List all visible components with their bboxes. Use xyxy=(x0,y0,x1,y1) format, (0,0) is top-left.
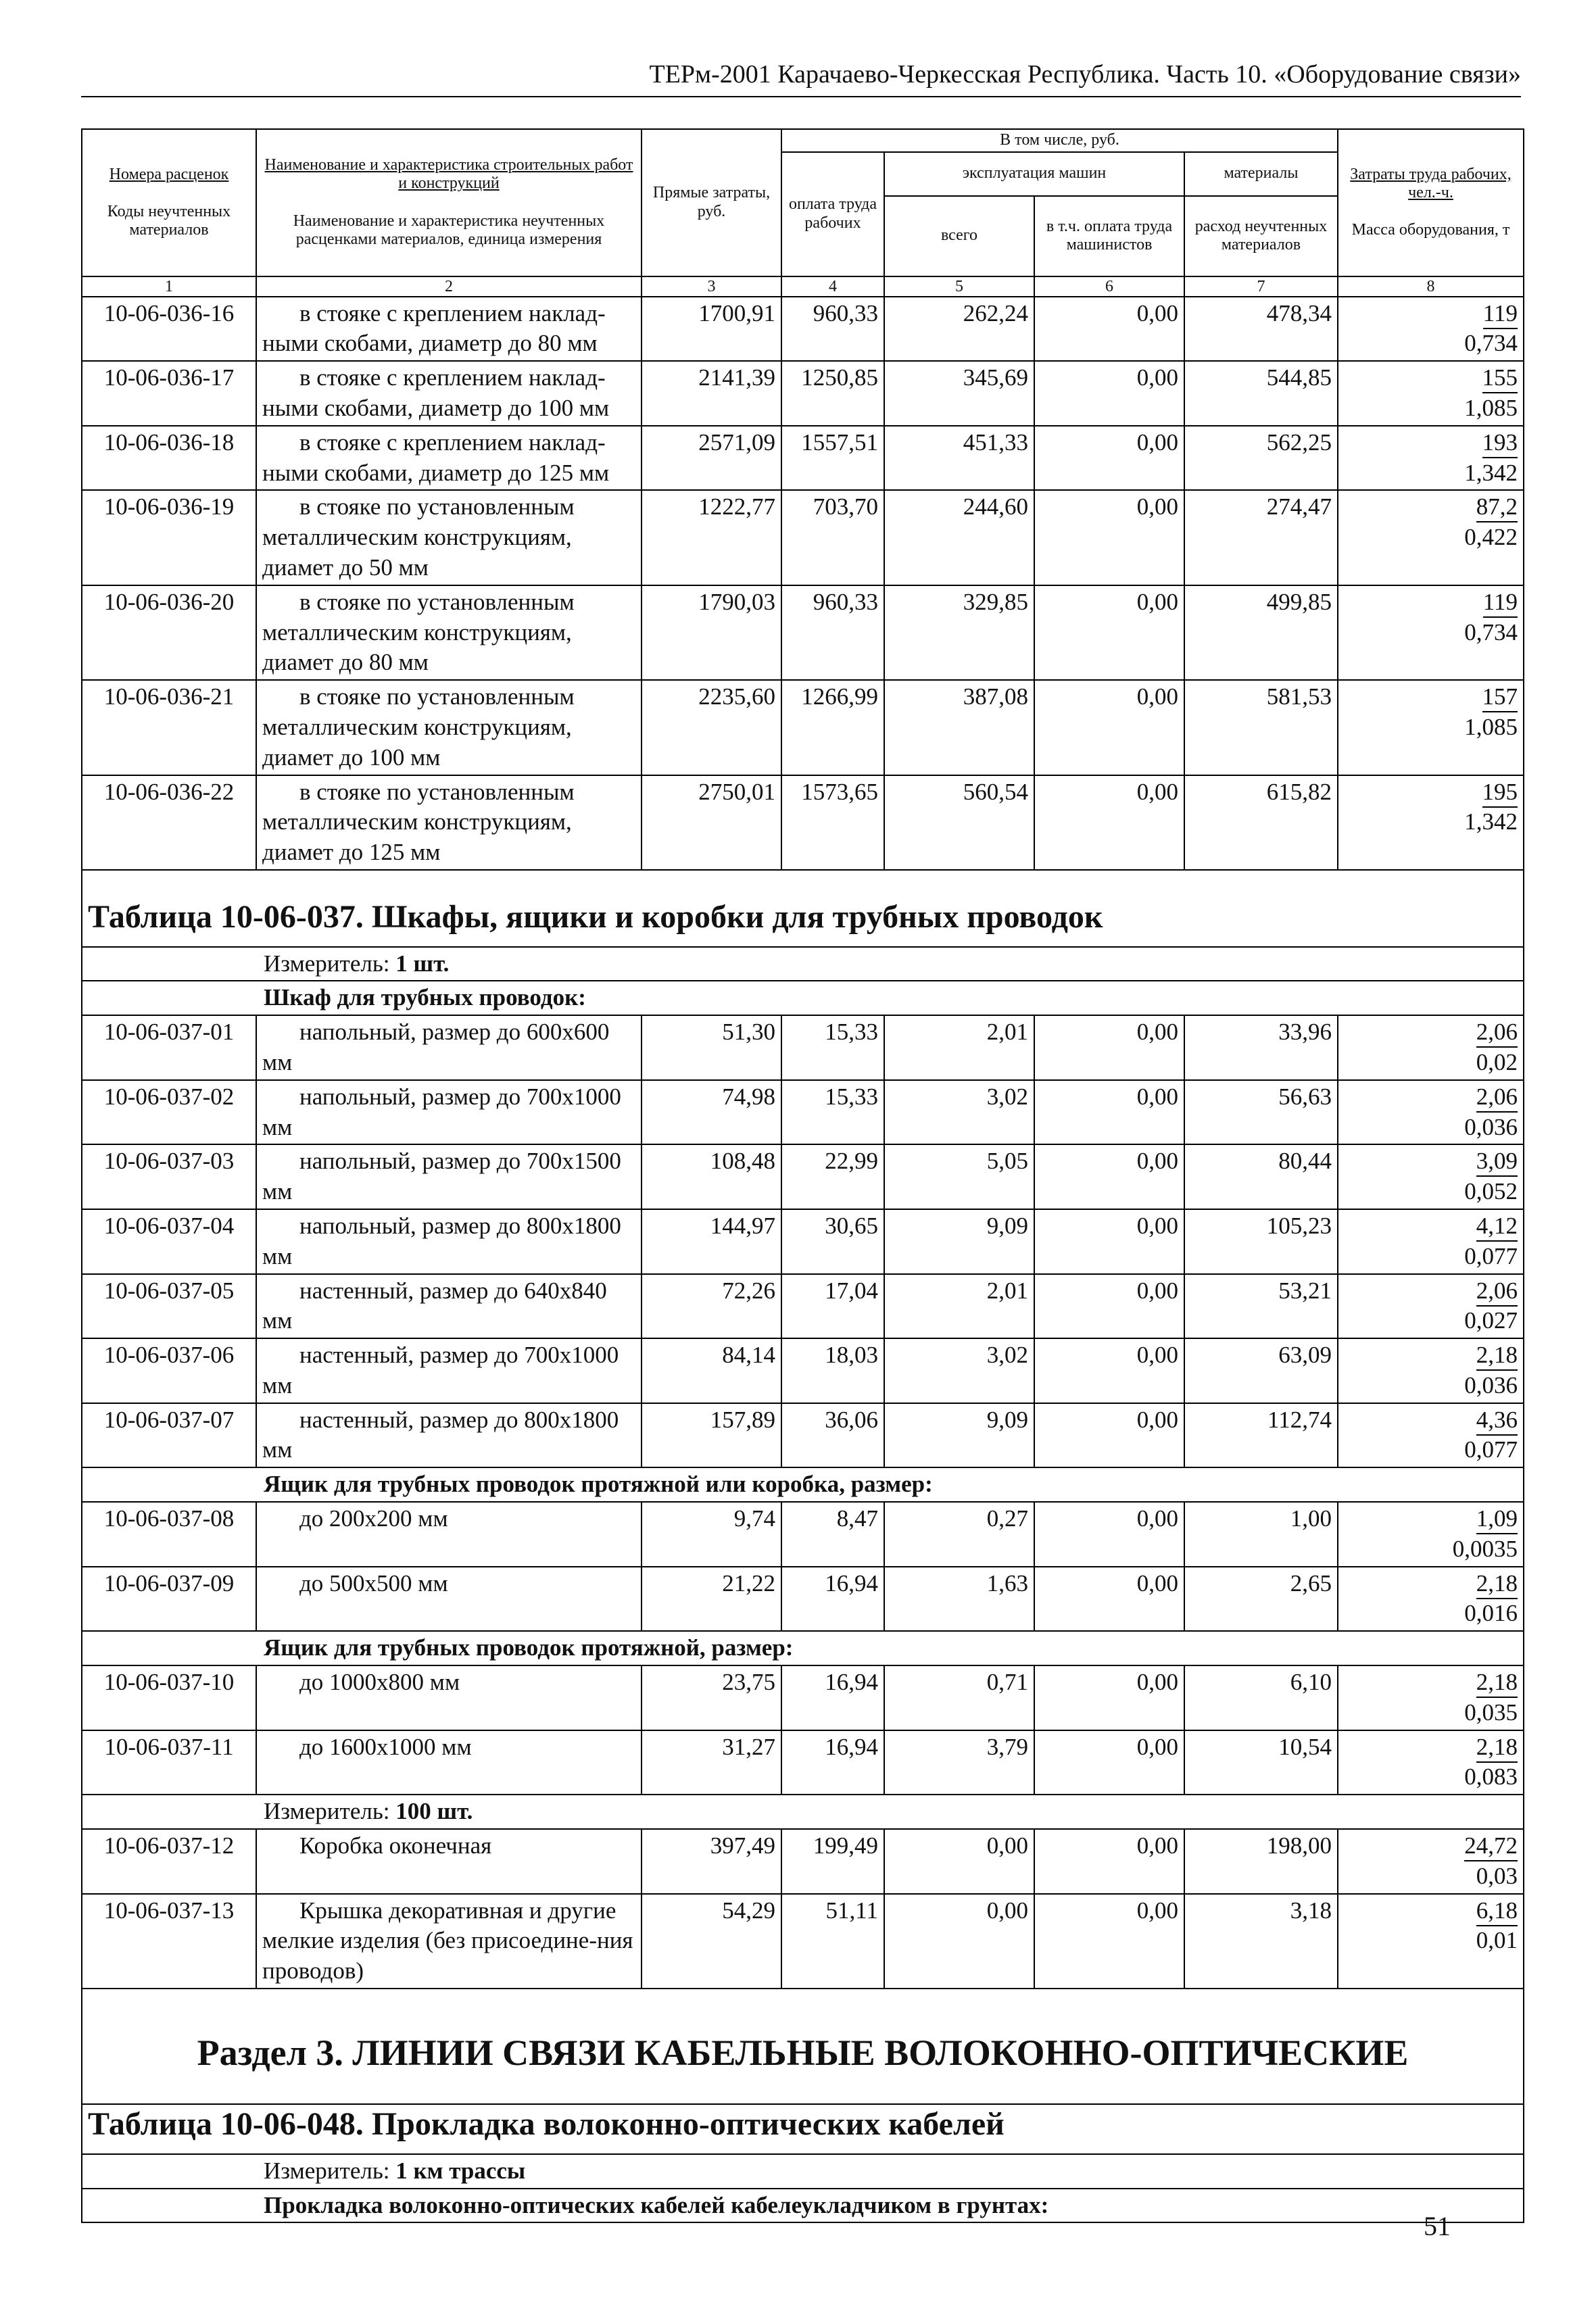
equipment-mass: 1,342 xyxy=(1464,459,1518,486)
rate-code: 10-06-036-16 xyxy=(82,297,256,362)
machinist-pay: 0,00 xyxy=(1034,1015,1184,1080)
labor-hours: 155 xyxy=(1482,364,1518,393)
labor-hours: 2,06 xyxy=(1476,1083,1518,1113)
materials-cost: 56,63 xyxy=(1184,1080,1338,1145)
machinist-pay: 0,00 xyxy=(1034,1502,1184,1567)
labor-and-mass xyxy=(1338,1274,1524,1339)
rate-code: 10-06-037-06 xyxy=(82,1338,256,1403)
labor-hours: 87,2 xyxy=(1476,493,1518,522)
table-row xyxy=(82,680,1524,775)
direct-cost: 84,14 xyxy=(642,1338,781,1403)
equipment-mass: 0,734 xyxy=(1464,618,1518,645)
table-row xyxy=(82,1144,1524,1209)
work-description: в стояке по установленным металлическим конструкциям, диамет до 100 мм xyxy=(256,680,642,775)
machine-cost: 1,63 xyxy=(884,1567,1034,1632)
rows-036 xyxy=(82,297,1524,870)
machinist-pay: 0,00 xyxy=(1034,1894,1184,1989)
labor-hours: 157 xyxy=(1482,683,1518,712)
table-row xyxy=(82,1080,1524,1145)
col-labor-pay-header: оплата труда рабочих xyxy=(781,152,884,276)
rate-code: 10-06-036-21 xyxy=(82,680,256,775)
rate-code: 10-06-036-17 xyxy=(82,361,256,426)
labor-pay: 16,94 xyxy=(781,1567,884,1632)
column-number: 7 xyxy=(1184,276,1338,297)
labor-and-mass xyxy=(1338,1502,1524,1567)
col-incl-header: В том числе, руб. xyxy=(781,129,1338,152)
machinist-pay: 0,00 xyxy=(1034,1338,1184,1403)
rate-code: 10-06-037-03 xyxy=(82,1144,256,1209)
work-description: Коробка оконечная xyxy=(256,1829,642,1894)
machine-cost: 0,27 xyxy=(884,1502,1034,1567)
labor-hours: 2,06 xyxy=(1476,1277,1518,1307)
machine-cost: 329,85 xyxy=(884,585,1034,680)
labor-and-mass xyxy=(1338,426,1524,491)
col-code-header: Номера расценок Коды неучтенных материалов xyxy=(82,129,256,276)
machine-cost: 0,71 xyxy=(884,1665,1034,1730)
work-description: напольный, размер до 700х1000 мм xyxy=(256,1080,642,1145)
table-037-meter: Измеритель: 1 шт. xyxy=(82,947,1524,981)
labor-pay: 18,03 xyxy=(781,1338,884,1403)
materials-cost: 581,53 xyxy=(1184,680,1338,775)
rows-037-group4 xyxy=(82,1829,1524,1989)
materials-cost: 2,65 xyxy=(1184,1567,1338,1632)
rate-code: 10-06-037-12 xyxy=(82,1829,256,1894)
equipment-mass: 0,734 xyxy=(1464,330,1518,357)
direct-cost: 1790,03 xyxy=(642,585,781,680)
equipment-mass: 0,052 xyxy=(1464,1178,1518,1205)
col-direct-header: Прямые затраты, руб. xyxy=(642,129,781,276)
materials-cost: 63,09 xyxy=(1184,1338,1338,1403)
table-row xyxy=(82,361,1524,426)
machine-cost: 0,00 xyxy=(884,1829,1034,1894)
equipment-mass: 0,083 xyxy=(1464,1763,1518,1790)
labor-pay: 17,04 xyxy=(781,1274,884,1339)
column-number: 6 xyxy=(1034,276,1184,297)
table-row xyxy=(82,1015,1524,1080)
machinist-pay: 0,00 xyxy=(1034,1730,1184,1795)
rate-code: 10-06-037-01 xyxy=(82,1015,256,1080)
table-row xyxy=(82,1274,1524,1339)
materials-cost: 33,96 xyxy=(1184,1015,1338,1080)
machinist-pay: 0,00 xyxy=(1034,680,1184,775)
labor-and-mass xyxy=(1338,1665,1524,1730)
materials-cost: 544,85 xyxy=(1184,361,1338,426)
direct-cost: 74,98 xyxy=(642,1080,781,1145)
machinist-pay: 0,00 xyxy=(1034,297,1184,362)
labor-hours: 193 xyxy=(1482,429,1518,458)
column-number: 1 xyxy=(82,276,256,297)
machine-cost: 2,01 xyxy=(884,1015,1034,1080)
table-row xyxy=(82,490,1524,585)
machine-cost: 3,02 xyxy=(884,1338,1034,1403)
table-header xyxy=(82,129,1524,297)
machinist-pay: 0,00 xyxy=(1034,426,1184,491)
table-row xyxy=(82,1403,1524,1468)
direct-cost: 54,29 xyxy=(642,1894,781,1989)
materials-cost: 6,10 xyxy=(1184,1665,1338,1730)
machine-cost: 3,02 xyxy=(884,1080,1034,1145)
labor-hours: 119 xyxy=(1483,589,1518,618)
labor-pay: 960,33 xyxy=(781,585,884,680)
equipment-mass: 1,342 xyxy=(1464,808,1518,835)
work-description: напольный, размер до 800х1800 мм xyxy=(256,1209,642,1274)
labor-pay: 960,33 xyxy=(781,297,884,362)
rate-code: 10-06-037-11 xyxy=(82,1730,256,1795)
rate-code: 10-06-037-10 xyxy=(82,1665,256,1730)
direct-cost: 144,97 xyxy=(642,1209,781,1274)
rows-037-group2 xyxy=(82,1502,1524,1631)
equipment-mass: 1,085 xyxy=(1464,394,1518,421)
equipment-mass: 1,085 xyxy=(1464,713,1518,740)
labor-hours: 119 xyxy=(1483,300,1518,329)
machine-cost: 345,69 xyxy=(884,361,1034,426)
materials-cost: 80,44 xyxy=(1184,1144,1338,1209)
labor-hours: 2,18 xyxy=(1476,1734,1518,1763)
work-description: в стояке с креплением наклад-ными скобами, диаметр до 80 мм xyxy=(256,297,642,362)
rate-code: 10-06-037-05 xyxy=(82,1274,256,1339)
direct-cost: 1222,77 xyxy=(642,490,781,585)
labor-hours: 2,18 xyxy=(1476,1570,1518,1599)
col-materials-sub-header: расход неучтенных материалов xyxy=(1184,196,1338,276)
machinist-pay: 0,00 xyxy=(1034,1403,1184,1468)
labor-pay: 1250,85 xyxy=(781,361,884,426)
materials-cost: 1,00 xyxy=(1184,1502,1338,1567)
machinist-pay: 0,00 xyxy=(1034,1665,1184,1730)
col-labor-header: Затраты труда рабочих, чел.-ч. Масса оборудования, т xyxy=(1338,129,1524,276)
table-row xyxy=(82,426,1524,491)
labor-and-mass xyxy=(1338,1567,1524,1632)
rate-code: 10-06-037-04 xyxy=(82,1209,256,1274)
work-description: напольный, размер до 600х600 мм xyxy=(256,1015,642,1080)
labor-pay: 703,70 xyxy=(781,490,884,585)
materials-cost: 562,25 xyxy=(1184,426,1338,491)
equipment-mass: 0,036 xyxy=(1464,1371,1518,1398)
materials-cost: 105,23 xyxy=(1184,1209,1338,1274)
col-materials-header: материалы xyxy=(1184,152,1338,196)
machinist-pay: 0,00 xyxy=(1034,1829,1184,1894)
labor-hours: 4,12 xyxy=(1476,1213,1518,1242)
direct-cost: 31,27 xyxy=(642,1730,781,1795)
work-description: до 500х500 мм xyxy=(256,1567,642,1632)
direct-cost: 157,89 xyxy=(642,1403,781,1468)
work-description: до 1000х800 мм xyxy=(256,1665,642,1730)
table-row xyxy=(82,1665,1524,1730)
page-number: 51 xyxy=(1424,2211,1451,2241)
work-description: в стояке с креплением наклад-ными скобами, диаметр до 100 мм xyxy=(256,361,642,426)
work-description: до 1600х1000 мм xyxy=(256,1730,642,1795)
direct-cost: 108,48 xyxy=(642,1144,781,1209)
labor-pay: 1266,99 xyxy=(781,680,884,775)
labor-hours: 2,18 xyxy=(1476,1669,1518,1698)
col-name-header: Наименование и характеристика строительных работ и конструкций Наименование и характеристика неучтенных расценками материалов, единица измерения xyxy=(256,129,642,276)
labor-hours: 4,36 xyxy=(1476,1407,1518,1436)
group-heading: Ящик для трубных проводок протяжной, размер: xyxy=(82,1631,1524,1665)
table-row xyxy=(82,1829,1524,1894)
table-048-meter: Измеритель: 1 км трассы xyxy=(82,2154,1524,2189)
rate-code: 10-06-036-22 xyxy=(82,775,256,870)
machine-cost: 560,54 xyxy=(884,775,1034,870)
machinist-pay: 0,00 xyxy=(1034,490,1184,585)
machinist-pay: 0,00 xyxy=(1034,1567,1184,1632)
column-numbers-row xyxy=(82,276,1524,297)
direct-cost: 21,22 xyxy=(642,1567,781,1632)
table-row xyxy=(82,1730,1524,1795)
work-description: в стояке по установленным металлическим конструкциям, диамет до 125 мм xyxy=(256,775,642,870)
labor-hours: 2,06 xyxy=(1476,1019,1518,1048)
section-3 xyxy=(82,1989,1524,2222)
rate-code: 10-06-037-08 xyxy=(82,1502,256,1567)
direct-cost: 23,75 xyxy=(642,1665,781,1730)
table-row xyxy=(82,775,1524,870)
col-expl-total-header: всего xyxy=(884,196,1034,276)
labor-pay: 1573,65 xyxy=(781,775,884,870)
table-row xyxy=(82,297,1524,362)
labor-and-mass xyxy=(1338,1403,1524,1468)
page-header: ТЕРм-2001 Карачаево-Черкесская Республика. Часть 10. «Оборудование связи» xyxy=(81,59,1521,97)
labor-and-mass xyxy=(1338,775,1524,870)
direct-cost: 9,74 xyxy=(642,1502,781,1567)
equipment-mass: 0,422 xyxy=(1464,524,1518,551)
rate-code: 10-06-037-02 xyxy=(82,1080,256,1145)
rate-code: 10-06-037-09 xyxy=(82,1567,256,1632)
rate-code: 10-06-037-07 xyxy=(82,1403,256,1468)
machinist-pay: 0,00 xyxy=(1034,1274,1184,1339)
labor-pay: 15,33 xyxy=(781,1015,884,1080)
materials-cost: 499,85 xyxy=(1184,585,1338,680)
column-number: 8 xyxy=(1338,276,1524,297)
materials-cost: 274,47 xyxy=(1184,490,1338,585)
work-description: напольный, размер до 700х1500 мм xyxy=(256,1144,642,1209)
equipment-mass: 0,02 xyxy=(1476,1048,1518,1075)
machine-cost: 9,09 xyxy=(884,1403,1034,1468)
column-number: 3 xyxy=(642,276,781,297)
labor-and-mass xyxy=(1338,1829,1524,1894)
equipment-mass: 0,0035 xyxy=(1452,1535,1518,1562)
materials-cost: 615,82 xyxy=(1184,775,1338,870)
group-heading: Ящик для трубных проводок протяжной или коробка, размер: xyxy=(82,1467,1524,1502)
labor-hours: 6,18 xyxy=(1476,1897,1518,1926)
labor-and-mass xyxy=(1338,585,1524,680)
labor-and-mass xyxy=(1338,1015,1524,1080)
materials-cost: 53,21 xyxy=(1184,1274,1338,1339)
column-number: 5 xyxy=(884,276,1034,297)
direct-cost: 2235,60 xyxy=(642,680,781,775)
table-037-title: Таблица 10-06-037. Шкафы, ящики и коробки для трубных проводок xyxy=(82,870,1524,947)
table-048-title: Таблица 10-06-048. Прокладка волоконно-оптических кабелей xyxy=(82,2104,1524,2154)
rates-table xyxy=(81,128,1524,2223)
table-037-meter-2: Измеритель: 100 шт. xyxy=(82,1795,1524,1829)
table-row xyxy=(82,585,1524,680)
labor-and-mass xyxy=(1338,1894,1524,1989)
direct-cost: 51,30 xyxy=(642,1015,781,1080)
labor-hours: 3,09 xyxy=(1476,1148,1518,1177)
labor-hours: 2,18 xyxy=(1476,1342,1518,1371)
machine-cost: 262,24 xyxy=(884,297,1034,362)
column-number: 2 xyxy=(256,276,642,297)
work-description: в стояке по установленным металлическим конструкциям, диамет до 50 мм xyxy=(256,490,642,585)
labor-pay: 1557,51 xyxy=(781,426,884,491)
machinist-pay: 0,00 xyxy=(1034,1144,1184,1209)
machine-cost: 387,08 xyxy=(884,680,1034,775)
materials-cost: 10,54 xyxy=(1184,1730,1338,1795)
equipment-mass: 0,036 xyxy=(1464,1113,1518,1140)
work-description: настенный, размер до 700х1000 мм xyxy=(256,1338,642,1403)
direct-cost: 2141,39 xyxy=(642,361,781,426)
table-row xyxy=(82,1209,1524,1274)
machinist-pay: 0,00 xyxy=(1034,775,1184,870)
direct-cost: 72,26 xyxy=(642,1274,781,1339)
labor-and-mass xyxy=(1338,297,1524,362)
labor-and-mass xyxy=(1338,490,1524,585)
rows-037-group1 xyxy=(82,1015,1524,1467)
labor-pay: 30,65 xyxy=(781,1209,884,1274)
labor-pay: 51,11 xyxy=(781,1894,884,1989)
column-number: 4 xyxy=(781,276,884,297)
materials-cost: 198,00 xyxy=(1184,1829,1338,1894)
direct-cost: 2571,09 xyxy=(642,426,781,491)
materials-cost: 478,34 xyxy=(1184,297,1338,362)
labor-hours: 24,72 xyxy=(1464,1832,1518,1861)
equipment-mass: 0,03 xyxy=(1476,1862,1518,1889)
rate-code: 10-06-037-13 xyxy=(82,1894,256,1989)
labor-pay: 15,33 xyxy=(781,1080,884,1145)
equipment-mass: 0,016 xyxy=(1464,1600,1518,1627)
materials-cost: 112,74 xyxy=(1184,1403,1338,1468)
labor-pay: 16,94 xyxy=(781,1665,884,1730)
machine-cost: 451,33 xyxy=(884,426,1034,491)
machine-cost: 3,79 xyxy=(884,1730,1034,1795)
labor-hours: 195 xyxy=(1482,779,1518,808)
col-expl-incl-header: в т.ч. оплата труда машинистов xyxy=(1034,196,1184,276)
direct-cost: 2750,01 xyxy=(642,775,781,870)
direct-cost: 1700,91 xyxy=(642,297,781,362)
table-row xyxy=(82,1338,1524,1403)
table-row xyxy=(82,1567,1524,1632)
machine-cost: 2,01 xyxy=(884,1274,1034,1339)
equipment-mass: 0,027 xyxy=(1464,1307,1518,1334)
rate-code: 10-06-036-19 xyxy=(82,490,256,585)
group-heading: Шкаф для трубных проводок: xyxy=(82,981,1524,1015)
equipment-mass: 0,077 xyxy=(1464,1242,1518,1269)
group-heading: Прокладка волоконно-оптических кабелей кабелеукладчиком в грунтах: xyxy=(82,2189,1524,2223)
rows-037-group3 xyxy=(82,1665,1524,1795)
table-037 xyxy=(82,870,1524,1015)
rate-code: 10-06-036-20 xyxy=(82,585,256,680)
machinist-pay: 0,00 xyxy=(1034,1209,1184,1274)
labor-and-mass xyxy=(1338,361,1524,426)
work-description: до 200х200 мм xyxy=(256,1502,642,1567)
machine-cost: 5,05 xyxy=(884,1144,1034,1209)
table-row xyxy=(82,1502,1524,1567)
machine-cost: 0,00 xyxy=(884,1894,1034,1989)
table-row xyxy=(82,1894,1524,1989)
section-title: Раздел 3. ЛИНИИ СВЯЗИ КАБЕЛЬНЫЕ ВОЛОКОННО-ОПТИЧЕСКИЕ xyxy=(82,1989,1524,2104)
labor-and-mass xyxy=(1338,1209,1524,1274)
work-description: настенный, размер до 640х840 мм xyxy=(256,1274,642,1339)
work-description: Крышка декоративная и другие мелкие изделия (без присоедине-ния проводов) xyxy=(256,1894,642,1989)
machinist-pay: 0,00 xyxy=(1034,361,1184,426)
equipment-mass: 0,077 xyxy=(1464,1436,1518,1463)
work-description: в стояке по установленным металлическим конструкциям, диамет до 80 мм xyxy=(256,585,642,680)
labor-and-mass xyxy=(1338,680,1524,775)
labor-pay: 16,94 xyxy=(781,1730,884,1795)
labor-pay: 8,47 xyxy=(781,1502,884,1567)
work-description: настенный, размер до 800х1800 мм xyxy=(256,1403,642,1468)
machine-cost: 244,60 xyxy=(884,490,1034,585)
col-exploitation-header: эксплуатация машин xyxy=(884,152,1184,196)
machinist-pay: 0,00 xyxy=(1034,585,1184,680)
equipment-mass: 0,01 xyxy=(1476,1927,1518,1954)
materials-cost: 3,18 xyxy=(1184,1894,1338,1989)
labor-pay: 199,49 xyxy=(781,1829,884,1894)
direct-cost: 397,49 xyxy=(642,1829,781,1894)
equipment-mass: 0,035 xyxy=(1464,1699,1518,1726)
labor-and-mass xyxy=(1338,1080,1524,1145)
labor-and-mass xyxy=(1338,1144,1524,1209)
machinist-pay: 0,00 xyxy=(1034,1080,1184,1145)
labor-and-mass xyxy=(1338,1730,1524,1795)
labor-pay: 36,06 xyxy=(781,1403,884,1468)
work-description: в стояке с креплением наклад-ными скобами, диаметр до 125 мм xyxy=(256,426,642,491)
rate-code: 10-06-036-18 xyxy=(82,426,256,491)
labor-pay: 22,99 xyxy=(781,1144,884,1209)
labor-hours: 1,09 xyxy=(1476,1505,1518,1534)
labor-and-mass xyxy=(1338,1338,1524,1403)
machine-cost: 9,09 xyxy=(884,1209,1034,1274)
